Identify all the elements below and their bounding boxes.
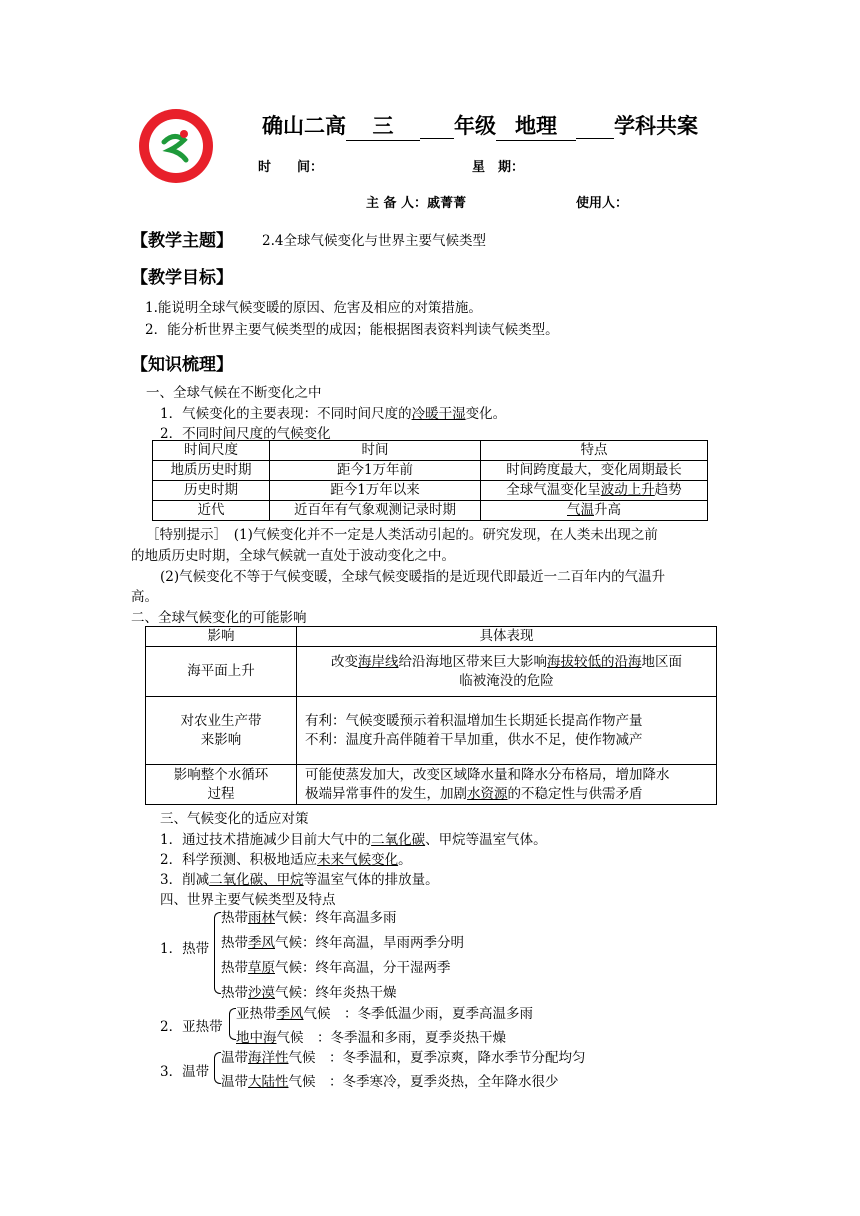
table-cell: 距今1万年以来 xyxy=(270,481,481,501)
page-title: 确山二高 三 年级 地理 学科共案 xyxy=(262,110,698,141)
special-tip-2-cont: 高。 xyxy=(131,589,158,605)
table-cell: 历史时期 xyxy=(153,481,270,501)
table-cell: 气温升高 xyxy=(481,501,708,521)
table-cell: 影响整个水循环 过程 xyxy=(146,765,297,805)
tropical-label: 1．热带 xyxy=(160,941,210,957)
section-2-title: 二、全球气候变化的可能影响 xyxy=(131,610,307,626)
special-tip-2: (2)气候变化不等于气候变暖，全球气候变暖指的是近现代即最近一二百年内的气温升 xyxy=(160,569,666,585)
climate-timescale-table xyxy=(152,440,708,521)
table-cell: 可能使蒸发加大，改变区域降水量和降水分布格局，增加降水 极端异常事件的发生，加剧水资源的不稳定性与供需矛盾 xyxy=(297,765,717,805)
tropical-brace xyxy=(214,912,221,994)
subtropical-brace xyxy=(229,1008,236,1040)
tropical-item: 热带草原气候：终年高温，分干湿两季 xyxy=(221,960,451,976)
table-cell: 海平面上升 xyxy=(146,647,297,697)
table-cell: 全球气温变化呈波动上升趋势 xyxy=(481,481,708,501)
subtropical-label: 2．亚热带 xyxy=(160,1019,223,1035)
table-cell: 距今1万年前 xyxy=(270,461,481,481)
table-cell: 近代 xyxy=(153,501,270,521)
table-row xyxy=(146,765,717,805)
table-cell: 时间跨度最大，变化周期最长 xyxy=(481,461,708,481)
tropical-item: 热带季风气候：终年高温，旱雨两季分明 xyxy=(221,935,464,951)
tropical-item: 热带雨林气候：终年高温多雨 xyxy=(221,910,397,926)
goal-item: 2．能分析世界主要气候类型的成因；能根据图表资料判读气候类型。 xyxy=(145,322,559,338)
time-label: 时 间： xyxy=(258,160,324,175)
section-3-title: 三、气候变化的适应对策 xyxy=(160,811,309,827)
topic-value: 2.4全球气候变化与世界主要气候类型 xyxy=(262,233,486,249)
table-cell: 有利：气候变暖预示着积温增加生长期延长提高作物产量 不利：温度升高伴随着干旱加重，供水不足，使作物减产 xyxy=(297,697,717,765)
tropical-item: 热带沙漠气候：终年炎热干燥 xyxy=(221,985,397,1001)
climate-impact-table xyxy=(145,626,717,805)
user-label: 使用人： xyxy=(576,196,629,211)
table-row xyxy=(153,461,708,481)
section-3-item-1: 1．通过技术措施减少目前大气中的二氧化碳、甲烷等温室气体。 xyxy=(160,832,547,848)
preparer-info: 主 备 人：戚菁菁 xyxy=(366,196,467,211)
section-4-title: 四、世界主要气候类型及特点 xyxy=(160,892,336,908)
topic-heading: 【教学主题】 xyxy=(131,231,233,251)
table-header-row xyxy=(146,627,717,647)
table-header-cell: 特点 xyxy=(481,441,708,461)
table-header-row xyxy=(153,441,708,461)
goal-item: 1.能说明全球气候变暖的原因、危害及相应的对策措施。 xyxy=(145,300,482,316)
special-tip-1: ［特别提示］ (1)气候变化并不一定是人类活动引起的。研究发现，在人类未出现之前 xyxy=(146,527,658,543)
temperate-item: 温带海洋性气候 ：冬季温和，夏季凉爽，降水季节分配均匀 xyxy=(221,1050,586,1066)
table-row xyxy=(153,481,708,501)
goals-heading: 【教学目标】 xyxy=(131,268,233,288)
section-1-item-1: 1．气候变化的主要表现：不同时间尺度的冷暖干湿变化。 xyxy=(160,406,507,422)
table-cell: 对农业生产带 来影响 xyxy=(146,697,297,765)
temperate-brace xyxy=(214,1052,221,1084)
table-header-cell: 时间尺度 xyxy=(153,441,270,461)
section-3-item-3: 3．削减二氧化碳、甲烷等温室气体的排放量。 xyxy=(160,872,439,888)
table-cell: 改变海岸线给沿海地区带来巨大影响海拔较低的沿海地区面 临被淹没的危险 xyxy=(297,647,717,697)
temperate-label: 3．温带 xyxy=(160,1064,210,1080)
table-row xyxy=(146,647,717,697)
temperate-item: 温带大陆性气候 ：冬季寒冷，夏季炎热，全年降水很少 xyxy=(221,1074,559,1090)
table-row xyxy=(153,501,708,521)
school-logo xyxy=(138,108,214,184)
week-label: 星 期： xyxy=(472,160,525,175)
table-header-cell: 影响 xyxy=(146,627,297,647)
section-1-item-2: 2．不同时间尺度的气候变化 xyxy=(160,426,331,442)
section-3-item-2: 2．科学预测、积极地适应未来气候变化。 xyxy=(160,852,412,868)
table-cell: 近百年有气象观测记录时期 xyxy=(270,501,481,521)
table-row xyxy=(146,697,717,765)
knowledge-heading: 【知识梳理】 xyxy=(131,355,233,375)
subtropical-item: 地中海气候 ：冬季温和多雨，夏季炎热干燥 xyxy=(236,1030,506,1046)
table-header-cell: 具体表现 xyxy=(297,627,717,647)
table-cell: 地质历史时期 xyxy=(153,461,270,481)
subtropical-item: 亚热带季风气候 ：冬季低温少雨，夏季高温多雨 xyxy=(236,1006,533,1022)
section-1-title: 一、全球气候在不断变化之中 xyxy=(146,385,322,401)
table-header-cell: 时间 xyxy=(270,441,481,461)
special-tip-1-cont: 的地质历史时期，全球气候就一直处于波动变化之中。 xyxy=(131,548,455,564)
